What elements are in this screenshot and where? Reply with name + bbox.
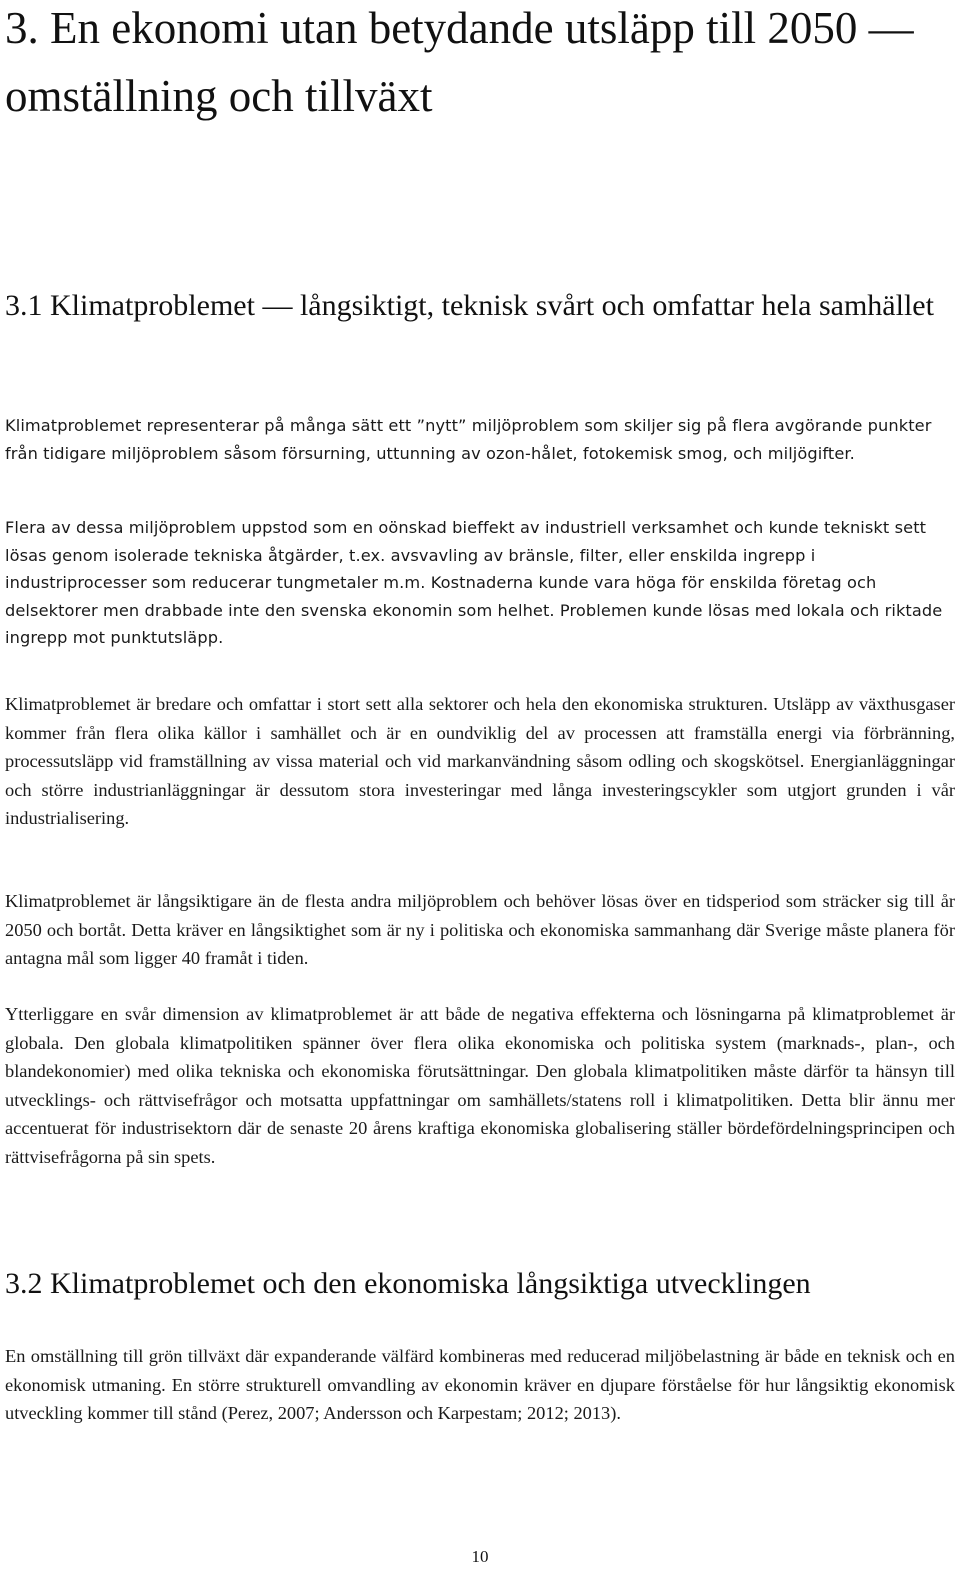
paragraph: Klimatproblemet är långsiktigare än de flesta andra miljöproblem och behöver lösas över en tidsperiod som sträcker sig till år 2050 och bortåt. Detta kräver en långsiktighet som är ny i politiska och ekonomiska sammanhang där Sverige måste planera för antagna mål som ligger 40 framåt i tiden.: [5, 891, 955, 968]
page-number: 10: [471, 1547, 489, 1566]
section-heading-3-2: 3.2 Klimatproblemet och den ekonomiska långsiktiga utvecklingen: [5, 1267, 811, 1300]
paragraph: Flera av dessa miljöproblem uppstod som en oönskad bieffekt av industriell verksamhet och kunde tekniskt sett lösas genom isolerade tekniska åtgärder, t.ex. avsvavling av bränsle, filter, eller enskilda ingrepp i industriprocesser som reducerar tungmetaler m.m. Kostnaderna kunde vara höga för enskilda företag och delsektorer men drabbade inte den svenska ekonomin som helhet. Problemen kunde lösas med lokala och riktade ingrepp mot punktutsläpp.: [5, 518, 943, 647]
paragraph: Ytterliggare en svår dimension av klimatproblemet är att både de negativa effekterna och lösningarna på klimatproblemet är globala. Den globala klimatpolitiken spänner över flera olika ekonomiska och politiska system (marknads-, plan-, och blandekonomier) med olika tekniska och ekonomiska förutsättningar. Den globala klimatpolitiken måste därför ta hänsyn till utvecklings- och rättvisefrågor och motsatta uppfattningar om samhällets/statens roll i klimatpolitiken. Detta blir ännu mer accentuerat för industrisektorn där de senaste 20 årens kraftiga ekonomiska globalisering ställer bördefördelningsprincipen och rättvisefrågorna på sin spets.: [5, 1004, 955, 1167]
paragraph: En omställning till grön tillväxt där expanderande välfärd kombineras med reducerad miljöbelastning är både en teknisk och en ekonomisk utmaning. En större strukturell omvandling av ekonomin kräver en djupare förståelse för hur långsiktig ekonomisk utveckling kommer till stånd (Perez, 2007; Andersson och Karpestam; 2012; 2013).: [5, 1346, 955, 1423]
section-heading-3-1: 3.1 Klimatproblemet — långsiktigt, teknisk svårt och omfattar hela samhället: [5, 289, 934, 322]
paragraph: Klimatproblemet representerar på många sätt ett ”nytt” miljöproblem som skiljer sig på flera avgörande punkter från tidigare miljöproblem såsom försurning, uttunning av ozon-hålet, fotokemisk smog, och miljögifter.: [5, 416, 932, 463]
paragraph: Klimatproblemet är bredare och omfattar i stort sett alla sektorer och hela den ekonomiska strukturen. Utsläpp av växthusgaser kommer från flera olika källor i samhället och är en oundviklig del av processen att framställa energi via förbränning, processutsläpp vid framställning av vissa material och vid markanvändning såsom odling och skogskötsel. Energianläggningar och större industrianläggningar är dessutom stora investeringar med långa investeringscykler som utgjort grunden i vår industrialisering.: [5, 694, 955, 828]
chapter-title: 3. En ekonomi utan betydande utsläpp till 2050 — omställning och tillväxt: [5, 3, 914, 121]
